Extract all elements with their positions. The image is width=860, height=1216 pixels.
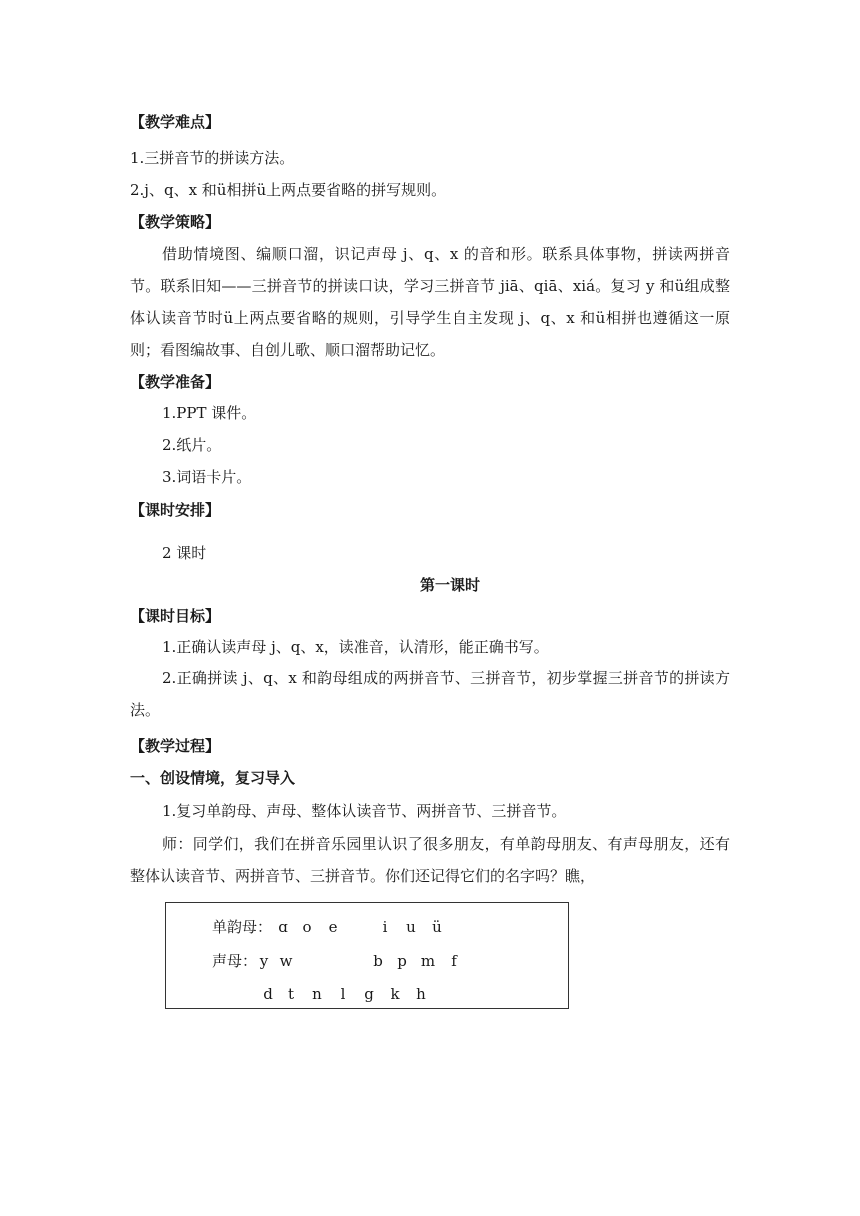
lesson-title: 第一课时 <box>419 576 480 594</box>
objectives-item-1: 1.正确认读声母 j、q、x，读准音，认清形，能正确书写。 <box>162 638 549 656</box>
initial-d: d <box>263 985 273 1003</box>
initial-m: m <box>420 952 436 970</box>
initial-h: h <box>416 985 426 1003</box>
difficulty-item-1: 1.三拼音节的拼读方法。 <box>130 149 295 167</box>
initial-g: g <box>364 985 374 1003</box>
process-subheading: 一、创设情境，复习导入 <box>130 769 296 787</box>
initials-label: 声母： <box>212 952 258 970</box>
vowel-o: o <box>302 918 312 936</box>
vowel-e: e <box>328 918 338 936</box>
initial-p: p <box>397 952 407 970</box>
vowels-label: 单韵母： <box>212 918 273 936</box>
schedule-heading: 【课时安排】 <box>130 501 221 519</box>
preparation-item-3: 3.词语卡片。 <box>162 468 252 486</box>
strategy-paragraph: 借助情境图、编顺口溜，识记声母 j、q、x 的音和形。联系具体事物，拼读两拼音节。联系旧知——三拼音节的拼读口诀，学习三拼音节 jiā、qiā、xiá。复习 y 和ü组成整体认读音节时ü上两点要省略的规则，引导学生自主发现 j、q、x 和ü相拼也遵循这一原则；看图编故事、自创儿歌、顺口溜帮助记忆。 <box>130 245 730 359</box>
objectives-item-2: 2.正确拼读 j、q、x 和韵母组成的两拼音节、三拼音节，初步掌握三拼音节的拼读方法。 <box>130 669 730 719</box>
vowel-u: u <box>406 918 416 936</box>
initials-row-1 <box>212 951 467 971</box>
vowel-a: ɑ <box>278 918 288 936</box>
initial-k: k <box>390 985 400 1003</box>
initial-b: b <box>373 952 383 970</box>
vowel-i: i <box>382 918 388 936</box>
pinyin-review-box <box>165 902 569 1009</box>
process-heading: 【教学过程】 <box>130 737 221 755</box>
preparation-item-2: 2.纸片。 <box>162 436 222 454</box>
process-item-1: 1.复习单韵母、声母、整体认读音节、两拼音节、三拼音节。 <box>162 802 567 820</box>
schedule-text: 2 课时 <box>162 544 207 562</box>
teacher-dialogue: 师：同学们，我们在拼音乐园里认识了很多朋友，有单韵母朋友、有声母朋友，还有整体认读音节、两拼音节、三拼音节。你们还记得它们的名字吗？瞧， <box>130 835 730 885</box>
initial-y: y <box>259 952 269 970</box>
preparation-heading: 【教学准备】 <box>130 373 221 391</box>
initial-w: w <box>279 952 293 970</box>
initial-n: n <box>312 985 322 1003</box>
vowels-row <box>212 917 450 937</box>
initial-l: l <box>340 985 346 1003</box>
initial-t: t <box>287 985 295 1003</box>
difficulty-item-2: 2.j、q、x 和ü相拼ü上两点要省略的拼写规则。 <box>130 181 447 199</box>
strategy-heading: 【教学策略】 <box>130 213 221 231</box>
difficulty-heading: 【教学难点】 <box>130 113 221 131</box>
preparation-item-1: 1.PPT 课件。 <box>162 404 257 422</box>
initials-row-2 <box>258 984 434 1004</box>
initial-f: f <box>451 952 457 970</box>
objectives-heading: 【课时目标】 <box>130 607 221 625</box>
vowel-v: ü <box>432 918 442 936</box>
